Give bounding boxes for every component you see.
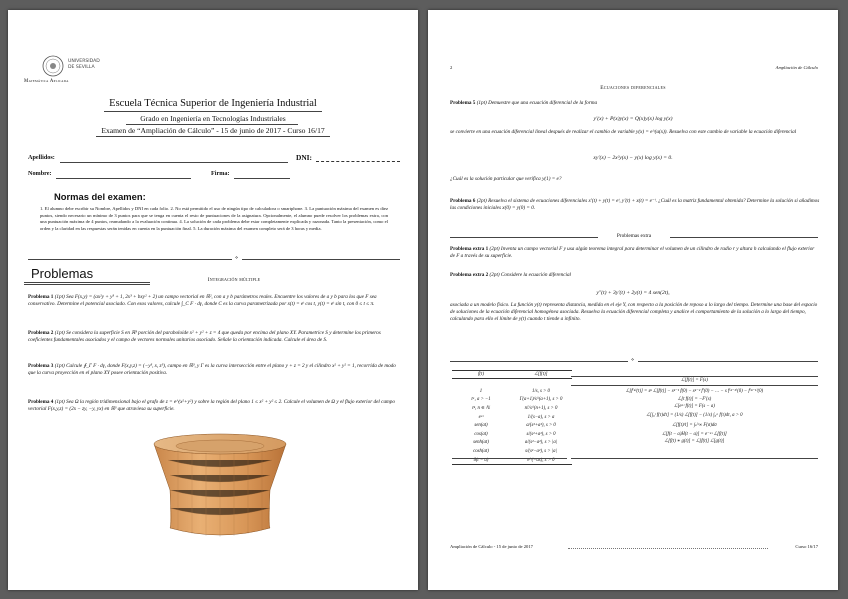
exam-title: Examen de “Ampliación de Cálculo” - 15 de junio de 2017 - Curso 16/17 [101,126,325,135]
properties-header: ℒ[f(t)] = F(s) [681,378,708,383]
extra-divider-left [450,237,598,238]
extra-problem-1-text: Inventa un campo vectorial F y usa algún teorema integral para determinar el volumen de un cilindro de radio r y altura h calculando el flujo exterior de F a través de su superficie. [450,246,815,260]
department-name: Matemática Aplicada [24,79,69,84]
extra-problem-2-label: Problema extra 2 [450,272,489,278]
problem-4-label: Problema 4 [28,399,54,405]
laplace-row-lf: s/(s²−a²), s > |a| [525,448,557,454]
subsection-title: Integración múltiple [207,277,261,283]
table-row [452,439,572,448]
problem-4-points: (1pt) [54,399,65,405]
problem-6-text: Resuelva el sistema de ecuaciones diferenciales x′(t) + y(t) = eᵗ, y′(t) + x(t) = e⁻ᵗ. ¿Cuál es la matriz fundamental obtenida? Determine la solución si añadimos las condiciones iniciales x(0) = y(0) = 0. [450,198,820,212]
laplace-row-f: 1 [479,388,483,394]
table-row [452,396,572,405]
extra-problem-2-text2: asociada a un modelo físico. La función y(t) representa distancia, medida en el eje Y, con respecto a la posición de reposo a lo largo del tiempo. Determine una base del espacio de soluciones de la ecuación diferencial homogénea asociada. Resuelva la ecuación diferencial completa y analice el comportamiento de la solución a lo largo del tiempo, calculando para ello el límite de y(t) cuando t tiende a infinito. [450,302,818,323]
divider-right [638,361,818,362]
problem-2 [28,330,400,344]
problem-5-text2: se convierte en una ecuación diferencial lineal después de realizar el cambio de variable y(x) = e^(u(x)). Resuelva con este cambio de variable la ecuación diferencial [450,129,797,135]
laplace-row-lf: s/(s²+a²), s > 0 [526,431,556,437]
laplace-table-bottom-rule [452,458,567,459]
table-row [452,447,572,456]
table-row [452,413,572,422]
dni-label: DNI: [296,153,313,162]
properties-row: ℒ[f⁽ⁿ⁾(t)] = sⁿ ℒ[f(t)] − sⁿ⁻¹ f(0) − sⁿ⁻² f′(0) − … − s f⁽ⁿ⁻²⁾(0) − f⁽ⁿ⁻¹⁾(0) [625,389,764,394]
properties-header-rule [571,385,818,386]
footer-left: Ampliación de Cálculo - 15 de junio de 2017 [450,544,533,549]
properties-list [571,388,818,446]
divider-diamond-icon: ⋄ [235,256,239,261]
problem-5-text: Demuestre que una ecuación diferencial de la forma [488,100,598,106]
problem-1-points: (1pt) [54,294,65,300]
problem-4 [28,399,400,413]
laplace-row-lf: 1/(s−a), s > a [527,414,555,420]
rules-text: 1. El alumno debe escribir su Nombre, Apellidos y DNI en cada folio. 2. No está permitido el uso de ningún tipo de calculadora o smartphone. 3. La puntuación máxima del examen es diez puntos, siendo necesario un mínimo de 3 puntos para que se tenga en cuenta el resto de puntuaciones de la asignatura. Opcionalmente, el alumno puede resolver los problemas extra, con una puntuación máxima de 4 puntos, reanudando a la evaluación continua. 4. La solución de cada problema debe estar completamente explicada y razonada. Tanto la presentación, como el orden y la claridad en las respuestas serán tenidas en cuenta en la puntuación final. 5. La duración máxima del examen completo será de 3 horas y media. [40,206,388,232]
university-seal-icon [41,54,65,78]
laplace-row-f: tⁿ, n ∈ ℕ [472,405,490,411]
problem-5 [450,100,820,107]
laplace-row-f: cosh(at) [473,448,489,454]
laplace-row-lf: e^(−as), s > 0 [527,457,555,463]
properties-row: ℒ[f(t)/t] = ∫ₛ^∞ F(σ)dσ [672,422,717,428]
exam-underline [96,136,330,137]
section-underline-2 [24,284,150,285]
laplace-row-f: tᵃ, a > −1 [471,397,491,403]
problem-3-points: (1pt) [54,363,65,369]
problem-2-points: (1pt) [54,330,65,336]
problem-6 [450,198,820,212]
table-row [452,404,572,413]
degree-underline [126,124,298,125]
extra-section-title: Problemas extra [616,233,652,239]
laplace-row-lf: 1/s, s > 0 [532,388,550,394]
firma-label: Firma: [211,170,230,177]
extra-problem-1 [450,246,820,260]
laplace-table [452,370,572,465]
problem-1-label: Problema 1 [28,294,54,300]
rules-title: Normas del examen: [54,191,146,202]
problem-6-label: Problema 6 [450,198,476,204]
running-head: Ampliación de Cálculo [775,65,818,70]
problem-5-points: (1pt) [476,100,487,106]
laplace-row-f: δ(t − a) [473,457,489,463]
divider-left [450,361,628,362]
problem-5-text-3 [450,176,820,183]
apellidos-line[interactable] [60,162,288,163]
laplace-row-f: cos(at) [474,431,488,437]
extra-problem-1-label: Problema extra 1 [450,246,489,252]
laplace-row-f: senh(at) [473,440,489,446]
problem-4-text: Sea Ω la región tridimensional bajo el grafo de z = e^(x²+y²) y sobre la región del plano 1 ≤ x² + y² ≤ 2. Calcule el volumen de Ω y el flujo exterior del campo vectorial F(x,y,z) = (2x − zy, −y, yx) en ℝ³ que atraviesa su superficie. [28,399,395,413]
problem-1 [28,294,400,308]
problem-5-equation-2: xy′(x) − 2x²y(x) − y(x) log y(x) = 0. [593,155,673,161]
laplace-table-header [452,371,572,379]
table-row [452,379,572,396]
firma-line[interactable] [234,178,290,179]
page-number: 2 [450,65,453,70]
footer-right: Curso 16/17 [795,544,818,549]
divider-right [242,259,400,260]
section-title: Ecuaciones diferenciales [600,85,666,91]
problem-2-text: Se considera la superficie S en ℝ³ porción del paraboloide x² + y² + z = 4 que queda por encima del plano XY. Parametrice S y determine los primeros coeficientes fundamentales asociados y el campo de vectores normales unitarios asociado. Señale la orientación indicada. Calcule el área de S. [28,330,381,344]
university-logo [41,54,65,78]
divider-left [28,259,232,260]
properties-bottom-rule [571,458,818,459]
school-underline [104,111,322,112]
extra-problem-2 [450,272,820,279]
logo-text-line-1: UNIVERSIDAD [68,59,100,64]
apellidos-label: Apellidos: [28,154,55,161]
problem-6-points: (2pt) [476,198,487,204]
logo-text-line-2: DE SEVILLA [68,65,95,70]
properties-row: ℒ[t f(t)] = −F′(s) [677,396,712,402]
extra-problem-2-points: (2pt) [489,272,500,278]
extra-problem-1-points: (2pt) [489,246,500,252]
laplace-row-lf: a/(s²−a²), s > |a| [524,440,558,446]
problem-5-label: Problema 5 [450,100,476,106]
problem-5-text3: ¿Cuál es la solución particular que verifica y(1) = e? [450,176,562,182]
problem-2-label: Problema 2 [28,330,54,336]
problem-3 [28,363,400,377]
laplace-header-lf: ℒ[f(t)] [510,371,572,379]
properties-row: ℒ[∫₀ᵗ f(τ)dτ] = (1/s) ℒ[f(t)] − (1/s) ∫₀ᵃ f(τ)dτ, a > 0 [646,412,743,418]
school-title: Escuela Técnica Superior de Ingeniería Industrial [109,98,317,109]
section-title: Problemas [31,266,94,281]
volume-surface-figure [148,430,292,540]
properties-row: ℒ[eᵃᵗ f(t)] = F(s − a) [674,404,715,410]
problem-3-label: Problema 3 [28,363,54,369]
problem-5-text-2 [450,129,820,136]
laplace-row-lf: n!/s^(n+1), s > 0 [524,405,558,411]
nombre-label: Nombre: [28,170,52,177]
properties-row: ℒ[f(t − a)H(t − a)] = e⁻ᵃˢ ℒ[f(t)] [662,431,727,437]
laplace-row-f: eᵃᵗ [478,414,484,420]
extra-problem-2-text-2 [450,302,820,324]
properties-row: ℒ[f(t) ∗ g(t)] = ℒ[f(t)] ℒ[g(t)] [664,439,725,445]
extra-problem-2-text: Considere la ecuación diferencial [500,272,571,278]
divider-diamond-icon: ⋄ [631,358,635,363]
section-underline [24,282,150,283]
degree-title: Grado en Ingeniería en Tecnologías Industriales [140,114,286,123]
footer-dotted-leader [568,548,768,549]
laplace-row-lf: a/(s²+a²), s > 0 [526,423,556,429]
laplace-row-f: sen(at) [474,423,488,429]
exam-page-2 [428,10,838,590]
extra-problem-2-equation: y″(t) + 3y′(t) + 2y(t) = 4 sen(2t), [596,290,670,296]
exam-page-1 [8,10,418,590]
dni-line[interactable] [316,161,400,162]
nombre-line[interactable] [56,178,191,179]
problem-1-text: Sea F(x,y) = (ax²y + y³ + 1, 2x³ + bxy² + 2) un campo vectorial en ℝ², con a y b parámetros reales. Encuentre los valores de a y b para los que F sea conservativo. Determine el potencial asociado. Con esos valores, calcule ∫_C F · dγ, donde C es la curva parametrizada por x(t) = eᵗ cos t, y(t) = eᵗ sin t, con 0 ≤ t ≤ π. [28,294,377,308]
extra-divider-right [670,237,818,238]
laplace-row-lf: Γ(a+1)/s^(a+1), s > 0 [519,397,563,403]
table-row [452,421,572,430]
laplace-table-wrapper [452,370,572,465]
problem-5-equation: y′(x) + P(x)y(x) = Q(x)y(x) log y(x) [593,116,673,122]
table-row [452,430,572,439]
problem-3-text: Calcule ∮_Γ F · dγ, donde F(x,y,z) = (−y³, x, z³), campo en ℝ³, y Γ es la curva intersección entre el plano y + z = 2 y el cilindro x² + y² = 1, recorrida de modo que la curva proyección en el plano XY posee orientación positiva. [28,363,396,377]
laplace-header-f: f(t) [452,371,510,379]
